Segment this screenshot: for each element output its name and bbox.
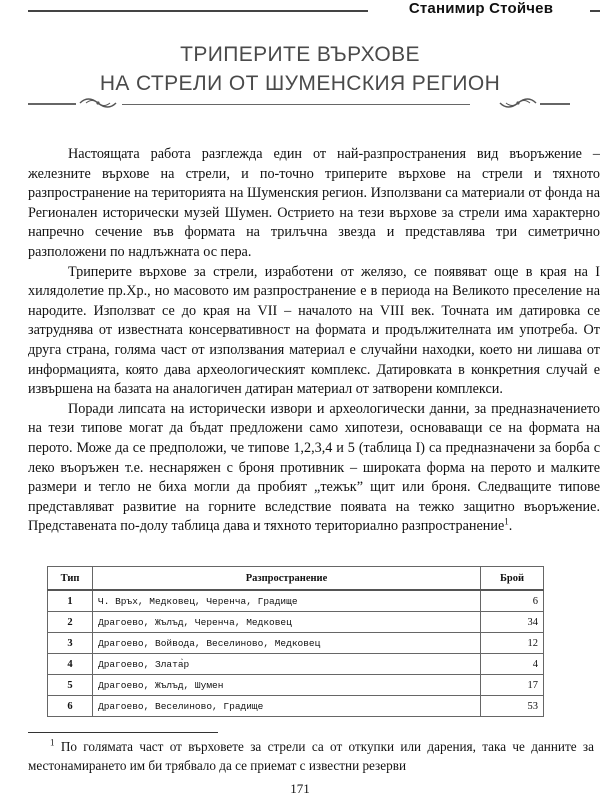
article-title: [0, 40, 600, 98]
table-row: [48, 612, 544, 633]
table-row: [48, 590, 544, 612]
cell-count: 53: [481, 696, 544, 717]
paragraph-1: Настоящата работа разглежда един от най-разпространения вид въоръжение – железните върхове на стрели, и по-точно триперите върхове на стрели и тяхното разпространение на територията на Шуменския регион. Използвани са материали от фонда на Регионален исторически музей Шумен. Острието на тези върхове за стрели има характерно напречно сечение във формата на трилъчна звезда и представлява три симетрично разположени по надлъжната ос пера.: [28, 146, 600, 260]
header-count: Брой: [481, 567, 544, 591]
ornament-rule-middle: [122, 104, 470, 105]
footnote-number: 1: [50, 737, 55, 748]
article-body: [28, 145, 600, 537]
cell-distribution: Драгоево, Жълъд, Черенча, Медковец: [93, 612, 481, 633]
title-line-2: НА СТРЕЛИ ОТ ШУМЕНСКИЯ РЕГИОН: [99, 72, 501, 95]
cell-type: 5: [48, 675, 93, 696]
cell-distribution: Драгоево, Веселиново, Градище: [93, 696, 481, 717]
table-row: [48, 654, 544, 675]
cell-type: 4: [48, 654, 93, 675]
title-line-1: ТРИПЕРИТЕ ВЪРХОВЕ: [180, 43, 420, 66]
header-rule: [28, 10, 368, 12]
table-row: [48, 633, 544, 654]
cell-count: 34: [481, 612, 544, 633]
ornament-right-icon: [498, 94, 538, 112]
cell-count: 12: [481, 633, 544, 654]
cell-type: 1: [48, 590, 93, 612]
header-rule-tail: [590, 10, 600, 12]
ornament-rule-left: [28, 103, 76, 105]
cell-type: 2: [48, 612, 93, 633]
cell-type: 6: [48, 696, 93, 717]
ornament-rule-right: [540, 103, 570, 105]
header-distribution: Разпространение: [93, 567, 481, 591]
cell-distribution: Ч. Връх, Медковец, Черенча, Градище: [93, 590, 481, 612]
footnote-rule: [28, 732, 218, 733]
header-type: Тип: [48, 567, 93, 591]
paragraph-2: Триперите върхове за стрели, изработени от желязо, се появяват още в края на I хилядолетие пр.Хр., но масовото им разпространение е в периода на Великото преселение на народите. Използват се до края на VII – началото на VIII век. Точната им датировка се затруднява от известната консервативност на формата и продължителната им употреба. От друга страна, голяма част от използвания материал е случайни находки, което ни лишава от информацията, която дава археологическият комплекс. Датировката в конкретния случай е извършена на базата на аналогичен датиран материал от затворени комплекси.: [28, 263, 600, 398]
distribution-table: [47, 566, 544, 717]
page-number: 171: [290, 781, 310, 796]
paragraph-3: [28, 400, 600, 537]
running-head-author: Станимир Стойчев: [408, 0, 554, 17]
table-header-row: [48, 567, 544, 591]
footnote: [28, 737, 594, 775]
table-row: [48, 696, 544, 717]
ornament-left-icon: [78, 94, 118, 112]
footnote-text: По голямата част от върховете за стрели са от откупки или дарения, така че данните за местонамирането им би трябвало да се приемат с известни резерви: [28, 739, 594, 773]
paragraph-3-end: .: [508, 518, 513, 535]
paragraph-3-text: Поради липсата на исторически извори и археологически данни, за предназначението на тези типове могат да бъдат предложени само хипотези, основаващи се на формата на перото. Може да се предположи, че типове 1,2,3,4 и 5 (таблица I) са предназначени за борба с леко въоръжен т.е. неснаряжен с броня противник – широката форма на перото и малките размери и тегло не биха могли да пробият „тежък” щит или броня. Следващите типове представляват развитие на горните вследствие появата на тежко защитно въоръжение. Представената по-долу таблица дава и тяхното териториално разпространение: [28, 400, 600, 535]
table-row: [48, 675, 544, 696]
cell-count: 4: [481, 654, 544, 675]
cell-count: 17: [481, 675, 544, 696]
cell-distribution: Драгоево, Войвода, Веселиново, Медковец: [93, 633, 481, 654]
footnote-reference[interactable]: 1: [504, 516, 509, 527]
cell-distribution: Драгоево, Жълъд, Шумен: [93, 675, 481, 696]
cell-distribution: Драгоево, Злата̀р: [93, 654, 481, 675]
cell-type: 3: [48, 633, 93, 654]
cell-count: 6: [481, 590, 544, 612]
